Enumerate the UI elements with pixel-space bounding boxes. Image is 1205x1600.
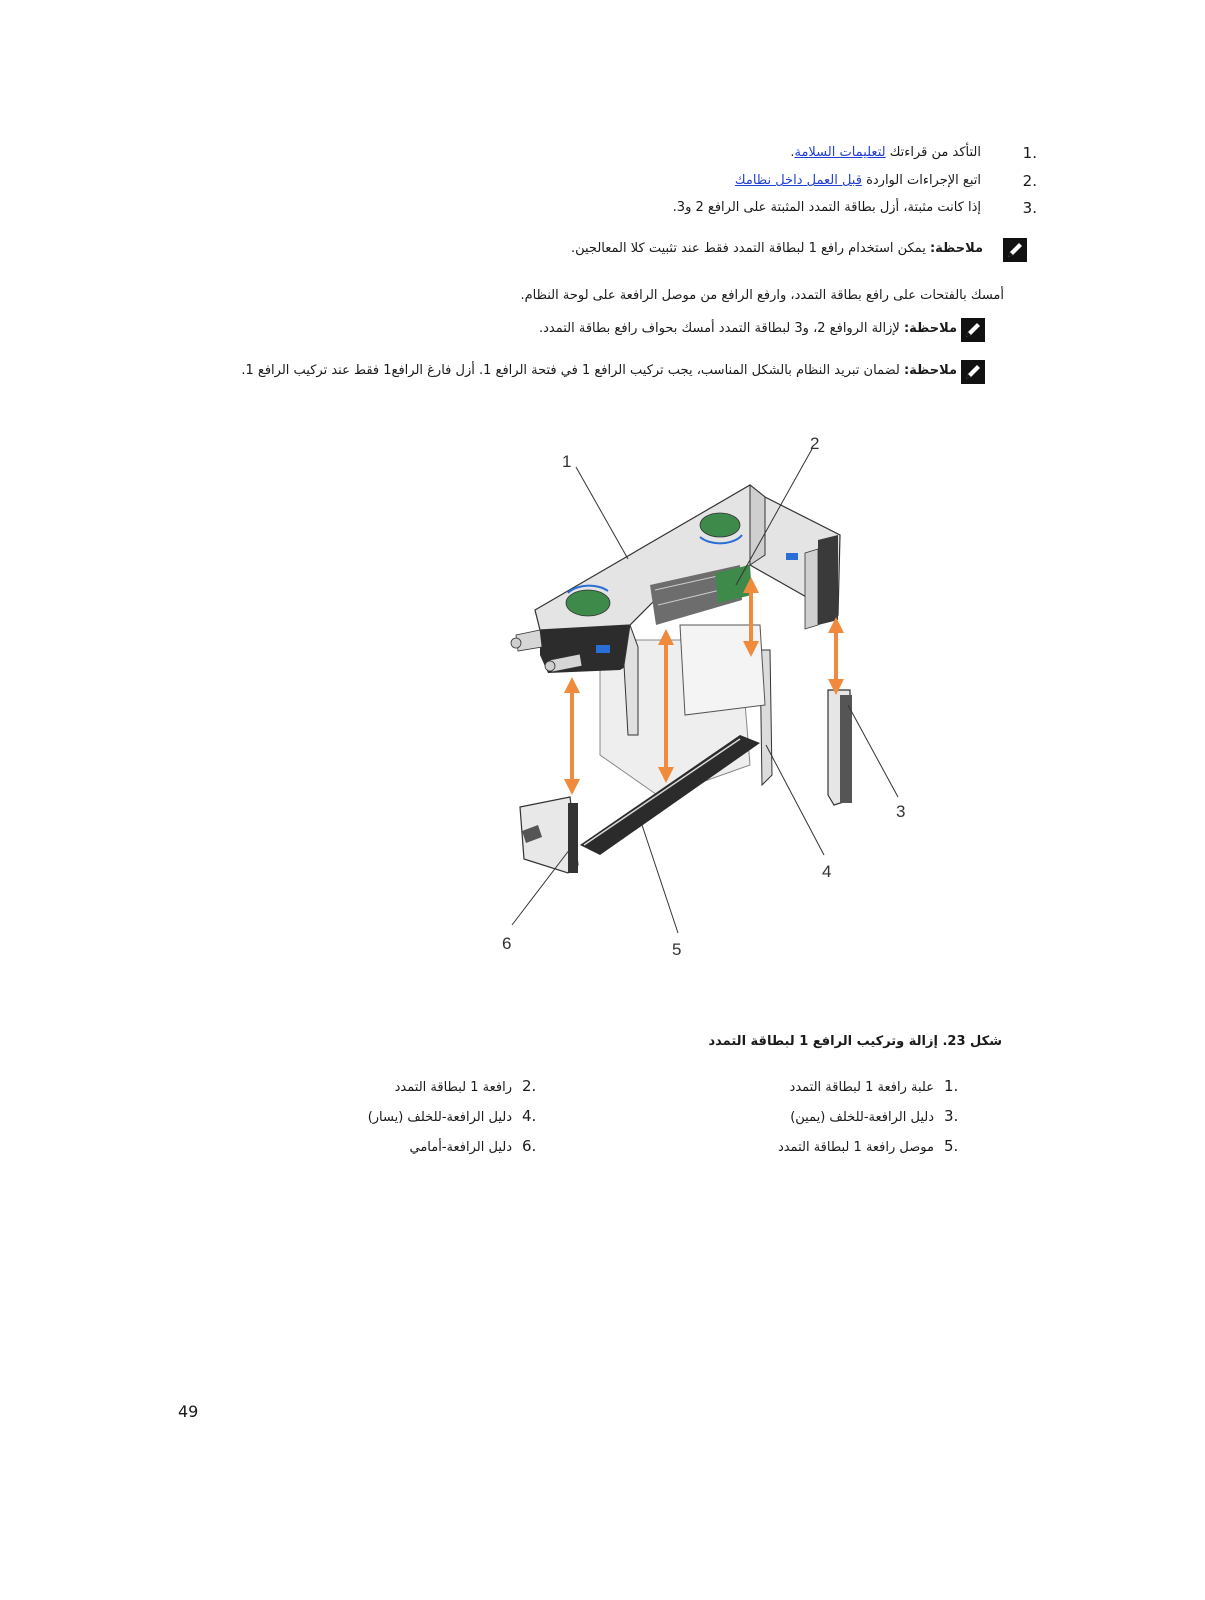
touch-point-left (566, 590, 610, 616)
step-number: .1 (1022, 144, 1037, 162)
pencil-note-icon (1003, 238, 1027, 262)
callout-4: 4 (822, 862, 832, 881)
legend-item-2: .2رافعة 1 لبطاقة التمدد (394, 1077, 537, 1095)
callout-2: 2 (810, 434, 820, 453)
step-1 (477, 142, 1037, 164)
safety-instructions-link[interactable]: لتعليمات السلامة (794, 145, 886, 160)
legend-item-6: .6دليل الرافعة-أمامي (409, 1137, 537, 1155)
callout-5: 5 (672, 940, 682, 959)
callout-3: 3 (896, 802, 906, 821)
leader-line-3 (848, 705, 898, 797)
legend-item-3: .3دليل الرافعة-للخلف (يمين) (790, 1107, 959, 1125)
note-text: يمكن استخدام رافع 1 لبطاقة التمدد فقط عند تثبيت كلا المعالجين. (570, 241, 930, 256)
riser-guide-back-right-edge (840, 695, 852, 803)
riser-cage-bracket (818, 535, 838, 625)
page-number: 49 (178, 1402, 199, 1421)
note-label: ملاحظة: (929, 241, 983, 256)
pencil-note-icon (961, 318, 985, 342)
latch-right (786, 553, 798, 560)
touch-point-right (700, 513, 740, 537)
instruction-paragraph: أمسك بالفتحات على رافع بطاقة التمدد، وارفع الرافع من موصل الرافعة على لوحة النظام. (520, 288, 1004, 303)
before-working-link[interactable]: قبل العمل داخل نظامك (734, 173, 862, 188)
leader-line-4 (766, 745, 824, 855)
note-2 (539, 316, 957, 342)
step-2 (477, 170, 1037, 192)
riser-guide-front-post (568, 803, 578, 873)
callout-1: 1 (562, 452, 572, 471)
legend-item-1: .1علبة رافعة 1 لبطاقة التمدد (789, 1077, 959, 1095)
latch-left (596, 645, 610, 653)
figure-caption: شكل 23. إزالة وتركيب الرافع 1 لبطاقة التمدد (708, 1034, 1002, 1049)
riser-1-figure (420, 425, 960, 985)
step-3 (477, 197, 1037, 219)
step-text: التأكد من قراءتك لتعليمات السلامة. (790, 145, 981, 160)
pencil-note-icon (961, 360, 985, 384)
leader-line-1 (576, 467, 628, 559)
note-text: لضمان تبريد النظام بالشكل المناسب، يجب تركيب الرافع 1 في فتحة الرافع 1. أزل فارغ الرافع1 فقط عند تركيب الرافع 1. (241, 363, 904, 378)
step-number: .3 (1022, 199, 1037, 217)
step-text: اتبع الإجراءات الواردة قبل العمل داخل نظامك (734, 173, 981, 188)
leader-line-5 (642, 825, 678, 933)
callout-6: 6 (502, 934, 512, 953)
legend-item-5: .5موصل رافعة 1 لبطاقة التمدد (777, 1137, 959, 1155)
step-text: إذا كانت مثبتة، أزل بطاقة التمدد المثبتة على الرافع 2 و3. (672, 200, 981, 215)
note-text: لإزالة الروافع 2، و3 لبطاقة التمدد أمسك بحواف رافع بطاقة التمدد. (538, 321, 904, 336)
note-3 (241, 358, 957, 384)
note-label: ملاحظة: (903, 321, 957, 336)
legend-item-4: .4دليل الرافعة-للخلف (يسار) (367, 1107, 537, 1125)
note-label: ملاحظة: (903, 363, 957, 378)
step-number: .2 (1022, 172, 1037, 190)
note-1 (571, 236, 983, 262)
